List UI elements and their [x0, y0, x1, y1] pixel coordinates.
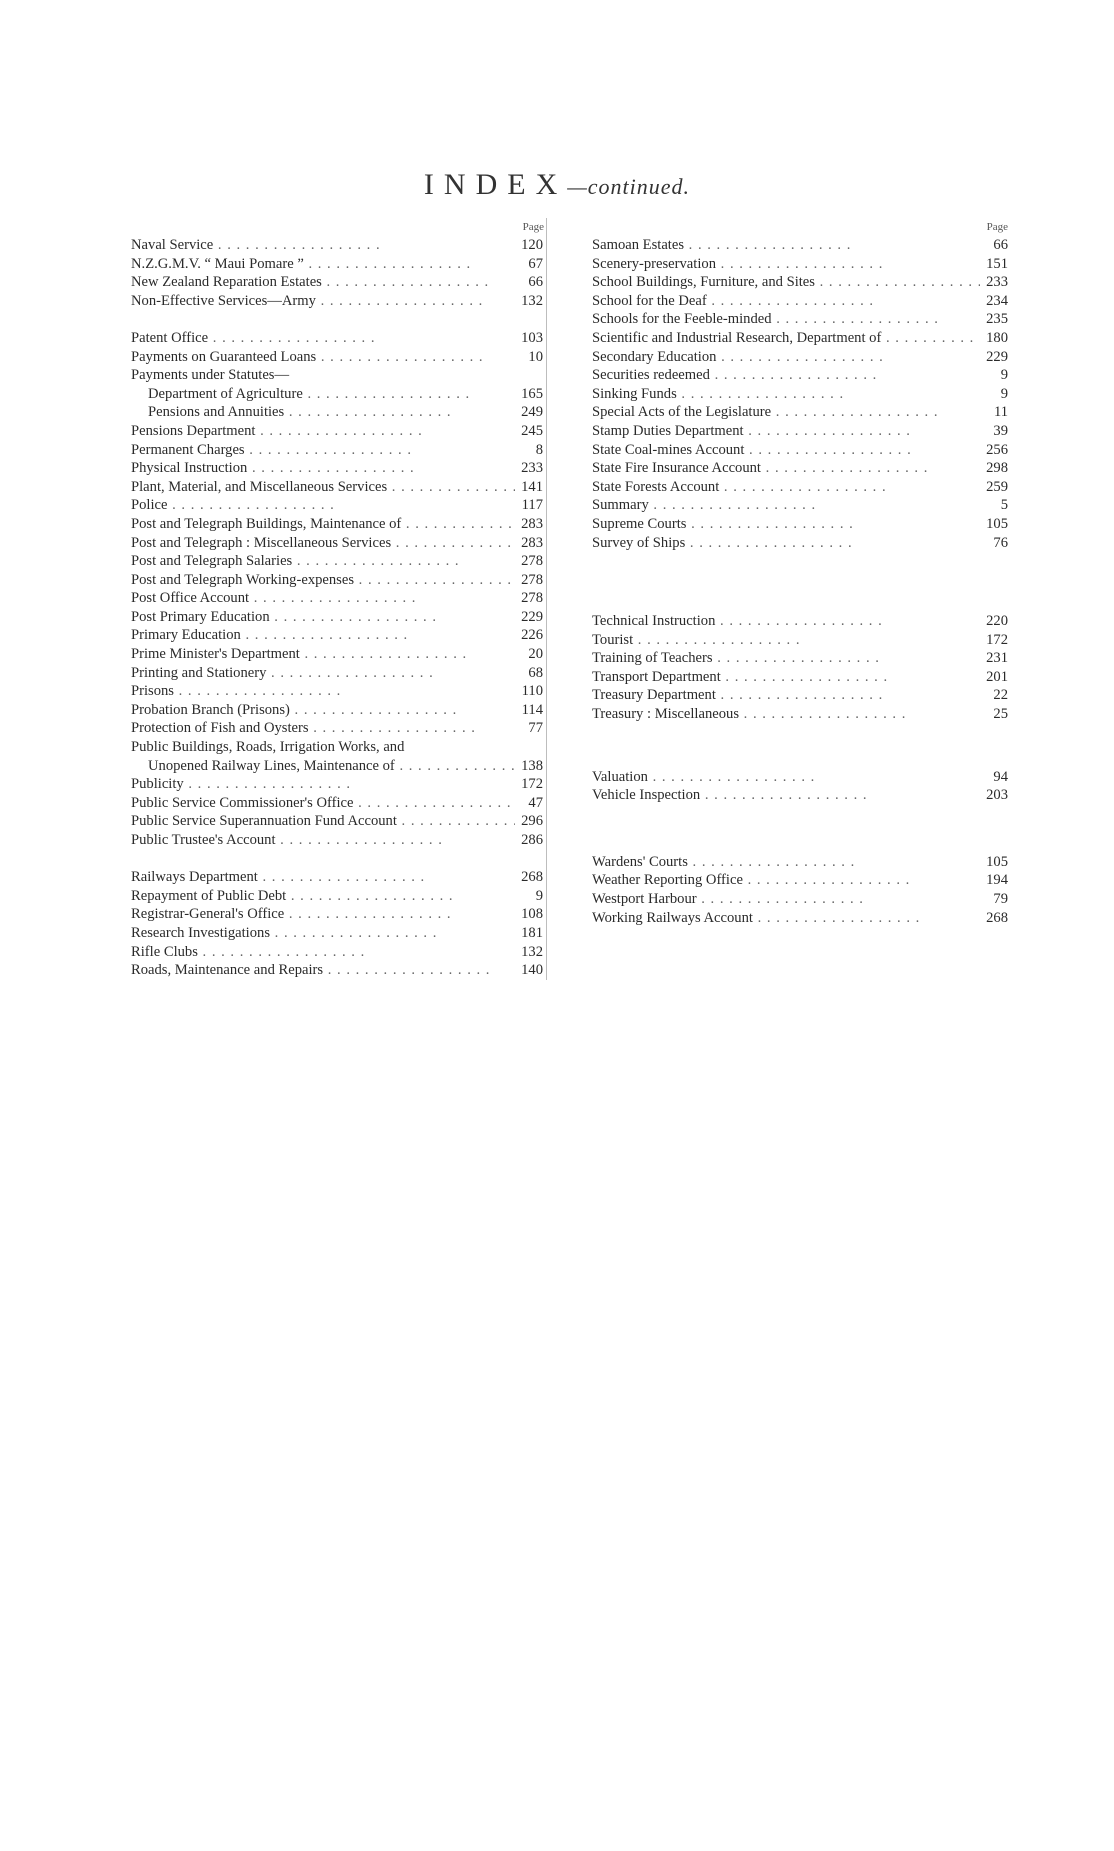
entry-page-number: 66	[993, 237, 1008, 253]
right-entries	[592, 236, 1008, 927]
index-entry	[592, 768, 1008, 787]
entry-label: Post and Telegraph : Miscellaneous Services . .	[131, 534, 515, 553]
entry-page-number: 110	[521, 683, 543, 700]
entry-label: School Buildings, Furniture, and Sites . .	[592, 273, 980, 292]
entry-label: Securities redeemed . .	[592, 366, 980, 385]
entry-page-number: 245	[521, 422, 543, 439]
index-entry	[131, 905, 546, 924]
entry-label: Secondary Education . .	[592, 348, 980, 367]
entry-page-number: 8	[535, 441, 543, 458]
entry-label: Patent Office . .	[131, 329, 515, 348]
entry-page-number: 278	[521, 590, 543, 607]
entry-label: State Fire Insurance Account . .	[592, 459, 980, 478]
index-entry	[131, 478, 546, 497]
page-column-header: Page	[986, 221, 1008, 233]
index-entry	[131, 459, 546, 478]
entry-label: Supreme Courts . .	[592, 515, 980, 534]
index-entry	[592, 534, 1008, 553]
entry-label: Payments on Guaranteed Loans . .	[131, 348, 515, 367]
entry-label: Non-Effective Services—Army . .	[131, 292, 515, 311]
entry-label: Treasury : Miscellaneous . .	[592, 705, 980, 724]
entry-label: Survey of Ships . .	[592, 534, 980, 553]
entry-label: Training of Teachers . .	[592, 649, 980, 668]
entry-label: Samoan Estates . .	[592, 236, 980, 255]
entry-label: Vehicle Inspection . .	[592, 786, 980, 805]
entry-label: State Forests Account . .	[592, 478, 980, 497]
entry-page-number: 220	[986, 613, 1008, 630]
entry-label: Scientific and Industrial Research, Department of . .	[592, 329, 980, 348]
index-entry	[592, 292, 1008, 311]
entry-page-number: 226	[521, 627, 543, 644]
index-entry	[131, 645, 546, 664]
index-entry	[592, 705, 1008, 724]
entry-page-number: 94	[993, 768, 1008, 785]
entry-label: Unopened Railway Lines, Maintenance of . .	[131, 757, 515, 776]
entry-page-number: 172	[986, 631, 1008, 648]
entry-label: Publicity . .	[131, 775, 515, 794]
index-entry	[592, 612, 1008, 631]
entry-page-number: 233	[986, 274, 1008, 291]
index-entry	[592, 255, 1008, 274]
entry-label: Printing and Stationery . .	[131, 664, 515, 683]
entry-page-number: 47	[528, 794, 543, 811]
index-entry	[131, 366, 546, 385]
index-entry	[592, 329, 1008, 348]
entry-page-number: 201	[986, 668, 1008, 685]
entry-label: Railways Department . .	[131, 868, 515, 887]
index-entry	[131, 794, 546, 813]
page-title	[0, 168, 1114, 202]
entry-page-number: 79	[993, 891, 1008, 908]
index-entry	[131, 534, 546, 553]
entry-page-number: 9	[535, 887, 543, 904]
index-entry	[131, 608, 546, 627]
entry-page-number: 234	[986, 292, 1008, 309]
index-entry	[592, 441, 1008, 460]
entry-label: Research Investigations . .	[131, 924, 515, 943]
index-left-column	[131, 218, 547, 980]
entry-page-number: 194	[986, 872, 1008, 889]
entry-page-number: 298	[986, 460, 1008, 477]
index-entry	[592, 478, 1008, 497]
index-entry	[131, 273, 546, 292]
index-entry	[131, 868, 546, 887]
entry-label: Permanent Charges . .	[131, 441, 515, 460]
index-entry	[592, 890, 1008, 909]
index-entry	[592, 459, 1008, 478]
entry-page-number: 229	[986, 348, 1008, 365]
entry-page-number: 256	[986, 441, 1008, 458]
index-entry	[131, 589, 546, 608]
index-entry	[592, 366, 1008, 385]
entry-page-number: 235	[986, 311, 1008, 328]
index-entry	[592, 909, 1008, 928]
entry-page-number: 259	[986, 478, 1008, 495]
index-entry	[131, 943, 546, 962]
entry-label: Post and Telegraph Buildings, Maintenance of . .	[131, 515, 515, 534]
index-entry	[131, 496, 546, 515]
entry-label: Plant, Material, and Miscellaneous Services . .	[131, 478, 515, 497]
group-spacer	[131, 850, 546, 869]
entry-page-number: 68	[528, 664, 543, 681]
entry-label: Working Railways Account . .	[592, 909, 980, 928]
group-spacer	[131, 310, 546, 329]
entry-label: Public Service Superannuation Fund Account . .	[131, 812, 515, 831]
index-entry	[131, 682, 546, 701]
entry-label: Tourist . .	[592, 631, 980, 650]
entry-page-number: 172	[521, 776, 543, 793]
entry-page-number: 296	[521, 813, 543, 830]
entry-page-number: 181	[521, 924, 543, 941]
entry-page-number: 114	[521, 701, 543, 718]
entry-page-number: 278	[521, 571, 543, 588]
entry-label: Valuation . .	[592, 768, 980, 787]
index-entry	[131, 515, 546, 534]
entry-page-number: 138	[521, 757, 543, 774]
index-entry	[592, 649, 1008, 668]
index-entry	[131, 552, 546, 571]
index-entry	[592, 496, 1008, 515]
entry-label: Summary . .	[592, 496, 980, 515]
entry-page-number: 283	[521, 515, 543, 532]
entry-page-number: 203	[986, 787, 1008, 804]
entry-label: New Zealand Reparation Estates . .	[131, 273, 515, 292]
entry-label: Rifle Clubs . .	[131, 943, 515, 962]
entry-page-number: 233	[521, 460, 543, 477]
entry-page-number: 286	[521, 832, 543, 848]
entry-label: Post Primary Education . .	[131, 608, 515, 627]
index-entry	[131, 701, 546, 720]
entry-label: Protection of Fish and Oysters . .	[131, 719, 515, 738]
entry-page-number: 10	[528, 348, 543, 365]
index-entry	[131, 887, 546, 906]
entry-label: Post and Telegraph Salaries . .	[131, 552, 515, 571]
index-entry	[131, 329, 546, 348]
entry-label: Post and Telegraph Working-expenses . .	[131, 571, 515, 590]
entry-label: Sinking Funds . .	[592, 385, 980, 404]
index-entry	[592, 385, 1008, 404]
index-entry	[592, 668, 1008, 687]
entry-page-number: 165	[521, 385, 543, 402]
index-entry	[131, 719, 546, 738]
entry-label: State Coal-mines Account . .	[592, 441, 980, 460]
entry-page-number: 231	[986, 650, 1008, 667]
title-main: INDEX	[423, 168, 568, 201]
index-entry	[131, 292, 546, 311]
left-entries	[131, 236, 546, 980]
entry-label: Police . .	[131, 496, 515, 515]
entry-label: Pensions Department . .	[131, 422, 515, 441]
entry-label: Naval Service . .	[131, 236, 515, 255]
index-entry	[131, 812, 546, 831]
entry-label: Westport Harbour . .	[592, 890, 980, 909]
entry-page-number: 20	[528, 646, 543, 663]
entry-label: Prime Minister's Department . .	[131, 645, 515, 664]
index-entry	[592, 403, 1008, 422]
entry-label: Public Buildings, Roads, Irrigation Works, and	[131, 739, 405, 756]
entry-page-number: 132	[521, 943, 543, 960]
index-entry	[131, 831, 546, 850]
entry-label: Wardens' Courts . .	[592, 853, 980, 872]
index-entry	[131, 775, 546, 794]
entry-label: Department of Agriculture . .	[131, 385, 515, 404]
entry-page-number: 283	[521, 534, 543, 551]
entry-page-number: 105	[986, 515, 1008, 532]
entry-page-number: 39	[993, 422, 1008, 439]
entry-page-number: 11	[993, 404, 1008, 421]
entry-label: Treasury Department . .	[592, 686, 980, 705]
entry-label: Stamp Duties Department . .	[592, 422, 980, 441]
entry-page-number: 229	[521, 608, 543, 625]
group-spacer	[592, 552, 1008, 612]
index-entry	[131, 738, 546, 757]
index-entry	[131, 961, 546, 980]
index-entry	[592, 273, 1008, 292]
entry-label: Public Service Commissioner's Office . .	[131, 794, 515, 813]
index-entry	[592, 786, 1008, 805]
entry-page-number: 77	[528, 720, 543, 737]
entry-label: Physical Instruction . .	[131, 459, 515, 478]
entry-label: Weather Reporting Office . .	[592, 871, 980, 890]
entry-page-number: 9	[1000, 367, 1008, 384]
entry-page-number: 268	[521, 869, 543, 886]
entry-label: Public Trustee's Account . .	[131, 831, 515, 850]
index-entry	[131, 255, 546, 274]
index-entry	[592, 631, 1008, 650]
entry-label: Pensions and Annuities . .	[131, 403, 515, 422]
index-entry	[131, 924, 546, 943]
index-entry	[131, 348, 546, 367]
entry-label: Post Office Account . .	[131, 589, 515, 608]
index-entry	[592, 310, 1008, 329]
index-entry	[592, 515, 1008, 534]
entry-label: Roads, Maintenance and Repairs . .	[131, 961, 515, 980]
entry-label: Repayment of Public Debt . .	[131, 887, 515, 906]
entry-label: Registrar-General's Office . .	[131, 905, 515, 924]
index-entry	[131, 236, 546, 255]
entry-label: Probation Branch (Prisons) . .	[131, 701, 515, 720]
index-entry	[592, 422, 1008, 441]
index-right-column	[592, 218, 1008, 927]
entry-page-number: 9	[1000, 385, 1008, 402]
entry-page-number: 66	[528, 274, 543, 291]
entry-page-number: 268	[986, 909, 1008, 926]
entry-label: Technical Instruction . .	[592, 612, 980, 631]
entry-page-number: 140	[521, 962, 543, 979]
index-entry	[592, 236, 1008, 255]
index-entry	[592, 871, 1008, 890]
index-entry	[592, 853, 1008, 872]
entry-label: Special Acts of the Legislature . .	[592, 403, 980, 422]
entry-page-number: 22	[993, 687, 1008, 704]
entry-label: Schools for the Feeble-minded . .	[592, 310, 980, 329]
entry-page-number: 120	[521, 237, 543, 253]
entry-label: Primary Education . .	[131, 626, 515, 645]
entry-page-number: 105	[986, 853, 1008, 870]
entry-page-number: 76	[993, 534, 1008, 551]
page-column-header: Page	[522, 221, 544, 233]
entry-page-number: 141	[521, 478, 543, 495]
index-entry	[131, 441, 546, 460]
entry-label: Transport Department . .	[592, 668, 980, 687]
index-entry	[592, 348, 1008, 367]
entry-page-number: 278	[521, 553, 543, 570]
index-entry	[592, 686, 1008, 705]
entry-page-number: 151	[986, 255, 1008, 272]
index-entry	[131, 422, 546, 441]
group-spacer	[592, 805, 1008, 853]
title-continued: —continued.	[567, 174, 691, 199]
index-entry	[131, 403, 546, 422]
entry-page-number: 103	[521, 329, 543, 346]
entry-label: Payments under Statutes—	[131, 367, 290, 384]
entry-label: School for the Deaf . .	[592, 292, 980, 311]
entry-page-number: 67	[528, 255, 543, 272]
index-entry	[131, 626, 546, 645]
group-spacer	[592, 724, 1008, 768]
index-entry	[131, 385, 546, 404]
entry-page-number: 25	[993, 706, 1008, 723]
entry-page-number: 5	[1000, 497, 1008, 514]
entry-page-number: 117	[521, 497, 543, 514]
index-entry	[131, 571, 546, 590]
entry-page-number: 132	[521, 292, 543, 309]
index-entry	[131, 664, 546, 683]
index-entry	[131, 757, 546, 776]
entry-page-number: 249	[521, 404, 543, 421]
entry-page-number: 180	[986, 329, 1008, 346]
entry-label: Prisons . .	[131, 682, 515, 701]
entry-label: N.Z.G.M.V. “ Maui Pomare ” . .	[131, 255, 515, 274]
entry-page-number: 108	[521, 906, 543, 923]
entry-label: Scenery-preservation . .	[592, 255, 980, 274]
